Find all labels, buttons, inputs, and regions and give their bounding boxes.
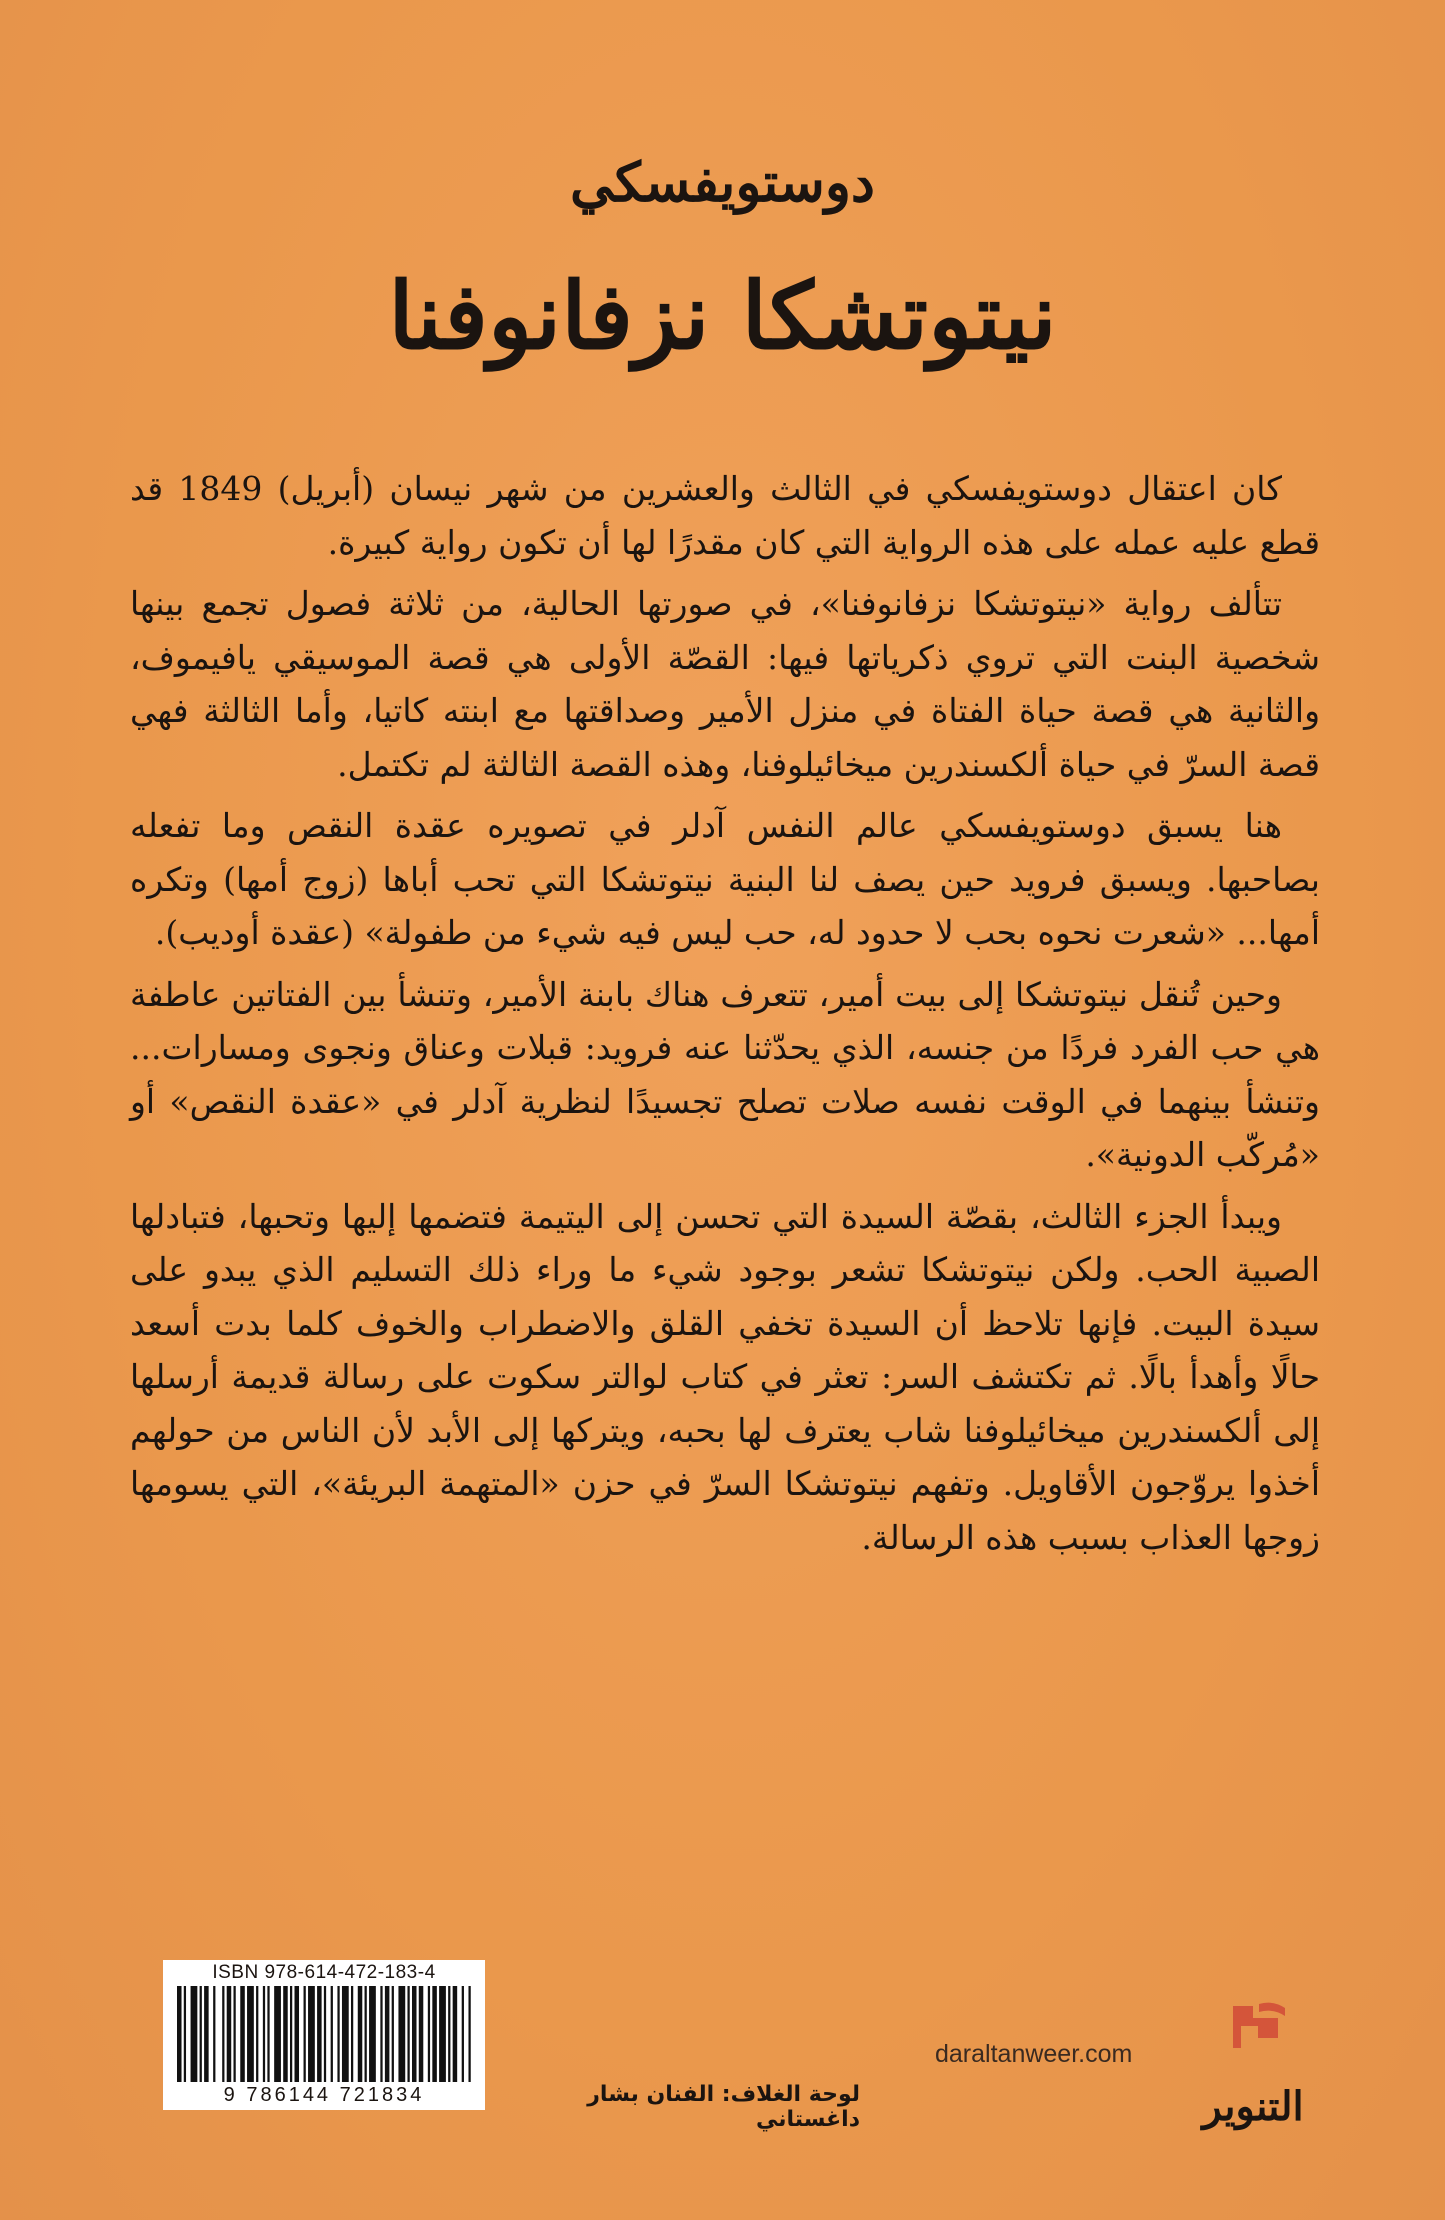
barcode-stripe [412,1986,417,2082]
barcode-stripe [204,1986,209,2082]
barcode-stripe [462,1986,464,2082]
barcode-stripe [385,1986,390,2082]
barcode-stripe [191,1986,198,2082]
barcode-stripe [213,1986,215,2082]
author-name: دوستويفسكي [570,150,875,214]
barcode-stripe [308,1986,315,2082]
blurb-paragraph: هنا يسبق دوستويفسكي عالم النفس آدلر في تصويره عقدة النقص وما تفعله بصاحبها. ويسبق فرويد حين يصف لنا البنية نيتوتشكا التي تحب أباها (زوج أمها) وتكره أمها... «شعرت نحوه بحب لا حدود له، حب ليس فيه شيء من طفولة» (عقدة أوديب). [130,806,1320,952]
isbn-label: ISBN 978-614-472-183-4 [212,1962,436,1983]
barcode-stripe [233,1986,235,2082]
blurb-paragraph: كان اعتقال دوستويفسكي في الثالث والعشرين من شهر نيسان (أبريل) 1849 قد قطع عليه عمله على هذه الرواية التي كان مقدرًا لها أن تكون رواية كبيرة. [130,469,1320,562]
barcode-stripe [392,1986,394,2082]
barcode-stripe [184,1986,186,2082]
barcode-stripe [453,1986,458,2082]
barcode-stripe [247,1986,254,2082]
barcode-stripe [428,1986,430,2082]
barcode-stripe [283,1986,288,2082]
publisher-website: daraltanweer.com [935,2040,1133,2068]
cover-art-credit: لوحة الغلاف: الفنان بشار داغستاني [587,2082,860,2132]
barcode-stripe [351,1986,353,2082]
barcode-stripe [274,1986,281,2082]
barcode-digits: 9 786144 721834 [223,2084,425,2106]
barcode-stripe [448,1986,450,2082]
barcode-stripe [227,1986,232,2082]
barcode-stripe [240,1986,245,2082]
blurb-paragraph: وحين تُنقل نيتوتشكا إلى بيت أمير، تتعرف هناك بابنة الأمير، وتنشأ بين الفتاتين عاطفة هي حب الفرد فردًا من جنسه، الذي يحدّثنا عنه فرويد: قبلات وعناق ونجوى ومسارات... وتنشأ بينهما في الوقت نفسه صلات تصلح تجسيدًا لنظرية آدلر في «عقدة النقص» أو «مُركّب الدونية». [130,974,1320,1174]
barcode-stripe [222,1986,224,2082]
barcode-stripe [324,1986,326,2082]
publisher-logo [1198,1990,1308,2140]
barcode-stripe [263,1986,265,2082]
barcode-stripe [290,1986,292,2082]
barcode-stripe [317,1986,322,2082]
barcode-stripe [432,1986,437,2082]
barcode-stripe [177,1986,182,2082]
barcode-stripe [365,1986,367,2082]
barcode-stripe [200,1986,202,2082]
barcode-stripe [295,1986,300,2082]
barcode-stripe [337,1986,339,2082]
blurb-paragraph: ويبدأ الجزء الثالث، بقصّة السيدة التي تحسن إلى اليتيمة فتضمها إليها وتحبها، فتبادلها الصبية الحب. ولكن نيتوتشكا تشعر بوجود شيء ما وراء ذلك التسليم الذي يبدو على سيدة البيت. فإنها تلاحظ أن السيدة تخفي القلق والاضطراب والخوف كلما بدت أسعد حالًا وأهدأ بالًا. ثم تكتشف السر: تعثر في كتاب لوالتر سكوت على رسالة قديمة أرسلها إلى ألكسندرين ميخائيلوفنا شاب يعترف لها بحبه، ويتركها إلى الأبد لأن الناس من حولهم أخذوا يروّجون الأقاويل. وتفهم نيتوتشكا السرّ في حزن «المتهمة البريئة»، التي يسومها زوجها العذاب بسبب هذه الرسالة. [130,1196,1320,1557]
barcode-stripe [468,1986,470,2082]
barcode-stripe [331,1986,333,2082]
barcode-stripe [439,1986,446,2082]
barcode-stripe [256,1986,258,2082]
barcode-stripe [380,1986,382,2082]
barcode-stripe [407,1986,409,2082]
barcode-stripe [369,1986,376,2082]
book-title: نيتوتشكا نزفانوفنا [388,262,1057,370]
barcode-stripe [304,1986,306,2082]
barcode-bars [177,1986,473,2082]
blurb-text [130,462,1320,1572]
publisher-logo-text: التنوير [1202,2083,1304,2130]
barcode-stripe [358,1986,363,2082]
barcode-stripe [342,1986,349,2082]
blurb-paragraph: تتألف رواية «نيتوتشكا نزفانوفنا»، في صورتها الحالية، من ثلاثة فصول تجمع بينها شخصية البنت التي تروي ذكرياتها فيها: القصّة الأولى هي قصة الموسيقي يافيموف، والثانية هي قصة حياة الفتاة في منزل الأمير وصداقتها مع ابنته كاتيا، وأما الثالثة فهي قصة السرّ في حياة ألكسندرين ميخائيلوفنا، وهذه القصة الثالثة لم تكتمل. [130,584,1320,784]
isbn-barcode [163,1960,485,2110]
barcode-stripe [419,1986,424,2082]
flag-icon [1223,1998,1293,2053]
barcode-stripe [398,1986,405,2082]
barcode-stripe [267,1986,269,2082]
